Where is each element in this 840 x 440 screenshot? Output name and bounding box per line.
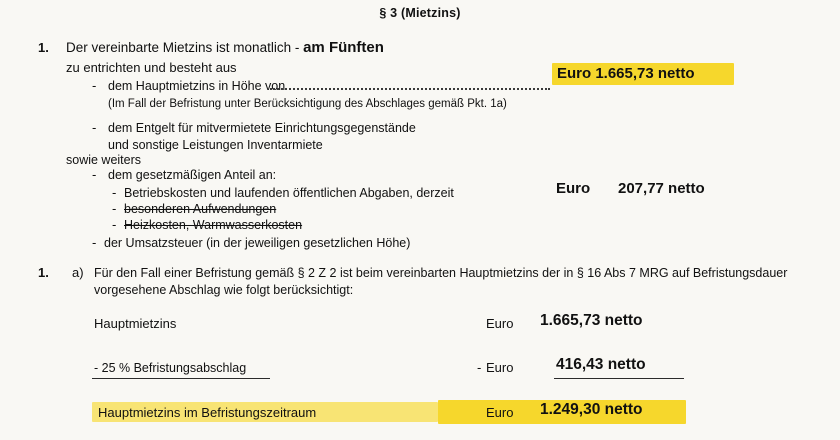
section-1-lead-bold: am Fünften [303,39,384,56]
sowie-weiters: sowie weiters [66,153,142,167]
section-1-lead-normal: Der vereinbarte Mietzins ist monatlich - [66,40,304,55]
table-row: Hauptmietzins im Befristungszeitraum [98,405,317,420]
sub-item-2-dash: - [112,201,117,216]
row-2-prefix: - [477,360,482,375]
row-2-underline [92,378,270,379]
section-1-marker: 1. [38,40,49,55]
item-4-text: der Umsatzsteuer (in der jeweiligen gesetzlichen Höhe) [104,236,411,250]
section-1a-sub-marker: a) [72,265,84,280]
table-row: - 25 % Befristungsabschlag [94,361,247,375]
row-1-currency: Euro [486,316,514,331]
section-1-line2: zu entrichten und besteht aus [66,60,237,75]
sub-item-1-currency: Euro [556,180,591,197]
item-1-amount: Euro 1.665,73 netto [557,65,695,82]
sub-item-1-text: Betriebskosten und laufenden öffentlichen Abgaben, derzeit [124,186,454,200]
row-3-currency: Euro [486,405,514,420]
row-2-amount: 416,43 netto [556,356,646,373]
sub-item-1-dash: - [112,185,117,200]
row-2-currency: Euro [486,360,514,375]
sub-item-2-text: besonderen Aufwendungen [124,202,277,216]
section-1a-line1: Für den Fall einer Befristung gemäß § 2 Z 2 ist beim vereinbarten Hauptmietzins der in § 16 Abs 7 MRG auf Befristungsdauer [94,266,788,280]
sub-item-3-text: Heizkosten, Warmwasserkosten [124,218,303,232]
sub-item-3-dash: - [112,217,117,232]
item-2-line1: dem Entgelt für mitvermietete Einrichtungsgegenstände [108,121,416,135]
item-2-line2: und sonstige Leistungen Inventarmiete [108,138,323,152]
section-1-lead [66,40,384,56]
section-1a-line2: vorgesehene Abschlag wie folgt berücksichtigt: [94,283,354,297]
item-3-dash: - [92,167,97,182]
item-1-text: dem Hauptmietzins in Höhe von [108,79,286,93]
dotted-leader-1 [270,88,550,90]
row-2-amount-underline [554,378,684,379]
table-row: Hauptmietzins [94,316,177,331]
item-2-dash: - [92,120,97,135]
page-title: § 3 (Mietzins) [379,6,461,20]
item-1-note: (Im Fall der Befristung unter Berücksichtigung des Abschlages gemäß Pkt. 1a) [108,98,507,110]
item-4-dash: - [92,235,97,250]
section-1a-marker: 1. [38,265,49,280]
item-1-dash: - [92,78,97,93]
row-3-amount: 1.249,30 netto [540,401,643,418]
row-1-amount: 1.665,73 netto [540,312,643,329]
item-3-text: dem gesetzmäßigen Anteil an: [108,168,277,182]
sub-item-1-amount: 207,77 netto [618,180,705,197]
